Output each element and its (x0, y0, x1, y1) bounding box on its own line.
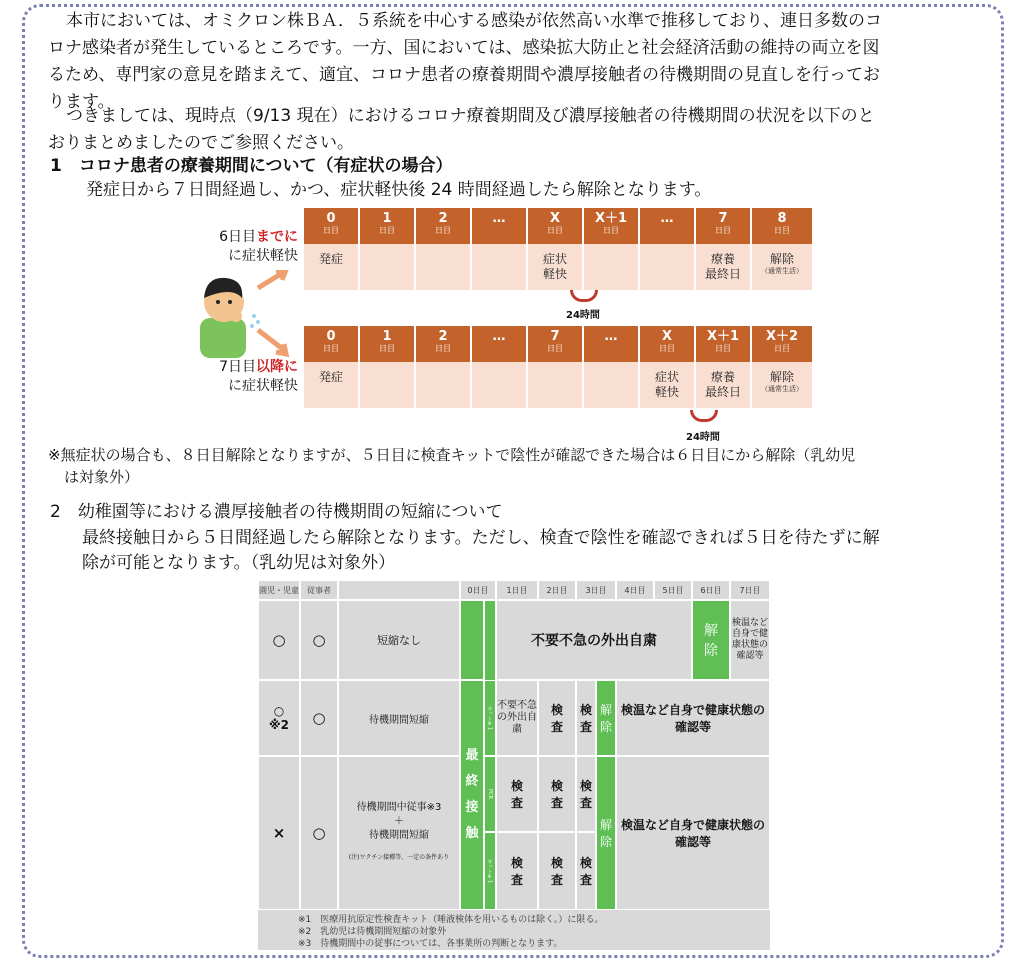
asymptomatic-note-2: は対象外） (64, 468, 140, 486)
lower-day-unit: 日目 (435, 344, 451, 353)
day-header-4: 4日目 (616, 580, 654, 600)
day-header-6: 6日目 (692, 580, 730, 600)
upper-day-number: 8 (777, 211, 787, 226)
upper-day-6 (640, 208, 696, 244)
lower-day-unit: 日目 (547, 344, 563, 353)
lower-day-number: X＋1 (706, 329, 740, 344)
lower-day-number: X (661, 329, 673, 344)
release-note: （通常生活） (761, 267, 803, 275)
section1-body: 発症日から７日間経過し、かつ、症状軽快後 24 時間経過したら解除となります。 (86, 180, 712, 200)
upper-day-number: 7 (718, 211, 728, 226)
row3b-test-day2: 検 査 (538, 832, 576, 910)
upper-body-6 (640, 244, 696, 290)
lower-day-number: 2 (438, 329, 448, 344)
row2-test-day2: 検 査 (538, 680, 576, 756)
waiting-period-table (258, 580, 770, 950)
intro2-line-2: おりまとめましたのでご参照ください。 (48, 133, 354, 153)
lower-day-3 (472, 326, 528, 362)
row2-test-day3: 検 査 (576, 680, 596, 756)
upper-day-4 (528, 208, 584, 244)
lower-day-6 (640, 326, 696, 362)
lower-day-unit: 日目 (774, 344, 790, 353)
lower-day-4 (528, 326, 584, 362)
row3-staff: ○ (300, 756, 338, 910)
upper-day-number: X (549, 211, 561, 226)
upper-day-unit: 日目 (603, 226, 619, 235)
row3-desc-cell (338, 756, 460, 910)
day-header-3: 3日目 (576, 580, 616, 600)
upper-day-8 (752, 208, 812, 244)
intro-line-4: ります。 (48, 92, 115, 112)
row3a-test-day1: 検 査 (496, 756, 538, 832)
kit-label-row3: キット※1 (484, 832, 496, 910)
intro2-line-1: つきましては、現時点（9/13 現在）におけるコロナ療養期間及び濃厚接触者の待機期間の状況を以下のと (66, 106, 875, 126)
upper-day-number: 2 (438, 211, 448, 226)
upper-day-number: 1 (382, 211, 392, 226)
upper-day-unit: 日目 (715, 226, 731, 235)
upper-day-1 (360, 208, 416, 244)
lower-body-4 (528, 362, 584, 408)
upper-day-unit: 日目 (547, 226, 563, 235)
lower-day-2 (416, 326, 472, 362)
row3b-test-day1: 検 査 (496, 832, 538, 910)
lower-day-0 (304, 326, 360, 362)
lower-body-8: 解除 （通常生活） (752, 362, 812, 408)
release-note: （通常生活） (761, 385, 803, 393)
lower-body-7: 療養 最終日 (696, 362, 752, 408)
lower-body-3 (472, 362, 528, 408)
lower-timeline-header (304, 326, 812, 362)
lower-24h-label: 24時間 (686, 432, 720, 443)
section2-title: 2 幼稚園等における濃厚接触者の待機期間の短縮について (50, 502, 503, 522)
lower-day-number: 0 (326, 329, 336, 344)
lower-body-1 (360, 362, 416, 408)
lower-day-number: X＋2 (765, 329, 799, 344)
upper-body-7: 療養 最終日 (696, 244, 752, 290)
upper-body-5 (584, 244, 640, 290)
row2-day1: 不要不急の外出自粛 (496, 680, 538, 756)
upper-day-2 (416, 208, 472, 244)
upper-day-number: … (660, 211, 674, 226)
table-note-1: ※1 医療用抗原定性検査キット（唾液検体を用いるものは除く。）に限る。 (298, 915, 604, 925)
asymptomatic-note-1: ※無症状の場合も、８日目解除となりますが、５日目に検査キットで陰性が確認できた場合は６日目にから解除（乳幼児 (48, 446, 856, 464)
row3b-test-day3: 検 査 (576, 832, 596, 910)
lower-day-1 (360, 326, 416, 362)
upper-body-8: 解除 （通常生活） (752, 244, 812, 290)
row1-desc: 短縮なし (338, 600, 460, 680)
lower-day-unit: 日目 (323, 344, 339, 353)
kit-label-row2: キット※1 (484, 680, 496, 756)
row2-tail: 検温など自身で健康状態の確認等 (616, 680, 770, 756)
header-staff: 従事者 (300, 580, 338, 600)
row1-tail: 検温など自身で健康状態の確認等 (730, 600, 770, 680)
upper-day-5 (584, 208, 640, 244)
upper-24h-label: 24時間 (566, 310, 600, 321)
upper-body-0: 発症 (304, 244, 360, 290)
row3-children: × (258, 756, 300, 910)
row2-staff: ○ (300, 680, 338, 756)
row3-tail: 検温など自身で健康状態の確認等 (616, 756, 770, 910)
sick-person-illustration (192, 270, 302, 360)
row1-main: 不要不急の外出自粛 (496, 600, 692, 680)
lower-day-unit: 日目 (379, 344, 395, 353)
section2-body-1: 最終接触日から５日間経過したら解除となります。ただし、検査で陰性を確認できれば５日を待たずに解 (82, 528, 880, 548)
upper-day-unit: 日目 (774, 226, 790, 235)
lower-body-2 (416, 362, 472, 408)
lower-body-5 (584, 362, 640, 408)
upper-timeline-body (304, 244, 812, 290)
row2-children: ○ ※2 (258, 680, 300, 756)
lower-day-number: 7 (550, 329, 560, 344)
lower-day-number: … (492, 329, 506, 344)
upper-day-0 (304, 208, 360, 244)
upper-day-number: X＋1 (594, 211, 628, 226)
lower-day-number: … (604, 329, 618, 344)
lower-day-5 (584, 326, 640, 362)
row3-desc: 待機期間中従事※3 ＋ 待機期間短縮 (356, 802, 442, 841)
row2-desc: 待機期間短縮 (338, 680, 460, 756)
row3-desc-note: (注)ワクチン接種等、一定の条件あり (348, 854, 450, 861)
day-header-0: 0日目 (460, 580, 496, 600)
lower-timeline-body (304, 362, 812, 408)
upper-day-7 (696, 208, 752, 244)
row1-children: ○ (258, 600, 300, 680)
header-blank (338, 580, 460, 600)
upper-body-3 (472, 244, 528, 290)
row3-release: 解 除 (596, 756, 616, 910)
row1-release: 解 除 (692, 600, 730, 680)
upper-day-3 (472, 208, 528, 244)
header-children: 園児・児童 (258, 580, 300, 600)
last-contact: 最 終 接 触 (460, 680, 484, 910)
upper-day-unit: 日目 (379, 226, 395, 235)
day-header-1: 1日目 (496, 580, 538, 600)
upper-day-unit: 日目 (435, 226, 451, 235)
upper-day-number: 0 (326, 211, 336, 226)
lower-day-8 (752, 326, 812, 362)
upper-condition-label: 6日目までに に症状軽快 (219, 229, 298, 264)
pcr-label: PCR (484, 756, 496, 832)
row3a-test-day2: 検 査 (538, 756, 576, 832)
lower-day-unit: 日目 (715, 344, 731, 353)
upper-body-2 (416, 244, 472, 290)
table-note-2: ※2 乳幼児は待機期間短縮の対象外 (298, 927, 447, 937)
lower-body-6: 症状 軽快 (640, 362, 696, 408)
lower-day-number: 1 (382, 329, 392, 344)
lower-body-0: 発症 (304, 362, 360, 408)
upper-day-unit: 日目 (323, 226, 339, 235)
intro-line-3: るため、専門家の意見を踏まえて、適宜、コロナ患者の療養期間や濃厚接触者の待機期間の見直しを行ってお (48, 65, 880, 85)
upper-day-number: … (492, 211, 506, 226)
row2-release: 解 除 (596, 680, 616, 756)
lower-day-unit: 日目 (659, 344, 675, 353)
table-note-3: ※3 待機期間中の従事については、各事業所の判断となります。 (298, 939, 563, 949)
row3a-test-day3: 検 査 (576, 756, 596, 832)
upper-body-4: 症状 軽快 (528, 244, 584, 290)
intro-line-1: 本市においては、オミクロン株ＢＡ．５系統を中心する感染が依然高い水準で推移しており、連日多数のコ (66, 11, 882, 31)
upper-timeline-header (304, 208, 812, 244)
day-header-2: 2日目 (538, 580, 576, 600)
lower-day-7 (696, 326, 752, 362)
intro-line-2: ロナ感染者が発生しているところです。一方、国においては、感染拡大防止と社会経済活動の維持の両立を図 (48, 38, 880, 58)
day-header-5: 5日目 (654, 580, 692, 600)
section1-title: 1 コロナ患者の療養期間について（有症状の場合） (50, 156, 453, 176)
day-header-7: 7日目 (730, 580, 770, 600)
row1-staff: ○ (300, 600, 338, 680)
row1-day0 (460, 600, 484, 680)
lower-condition-label: 7日目以降に に症状軽快 (219, 359, 298, 394)
section2-body-2: 除が可能となります。（乳幼児は対象外） (82, 553, 396, 573)
upper-body-1 (360, 244, 416, 290)
